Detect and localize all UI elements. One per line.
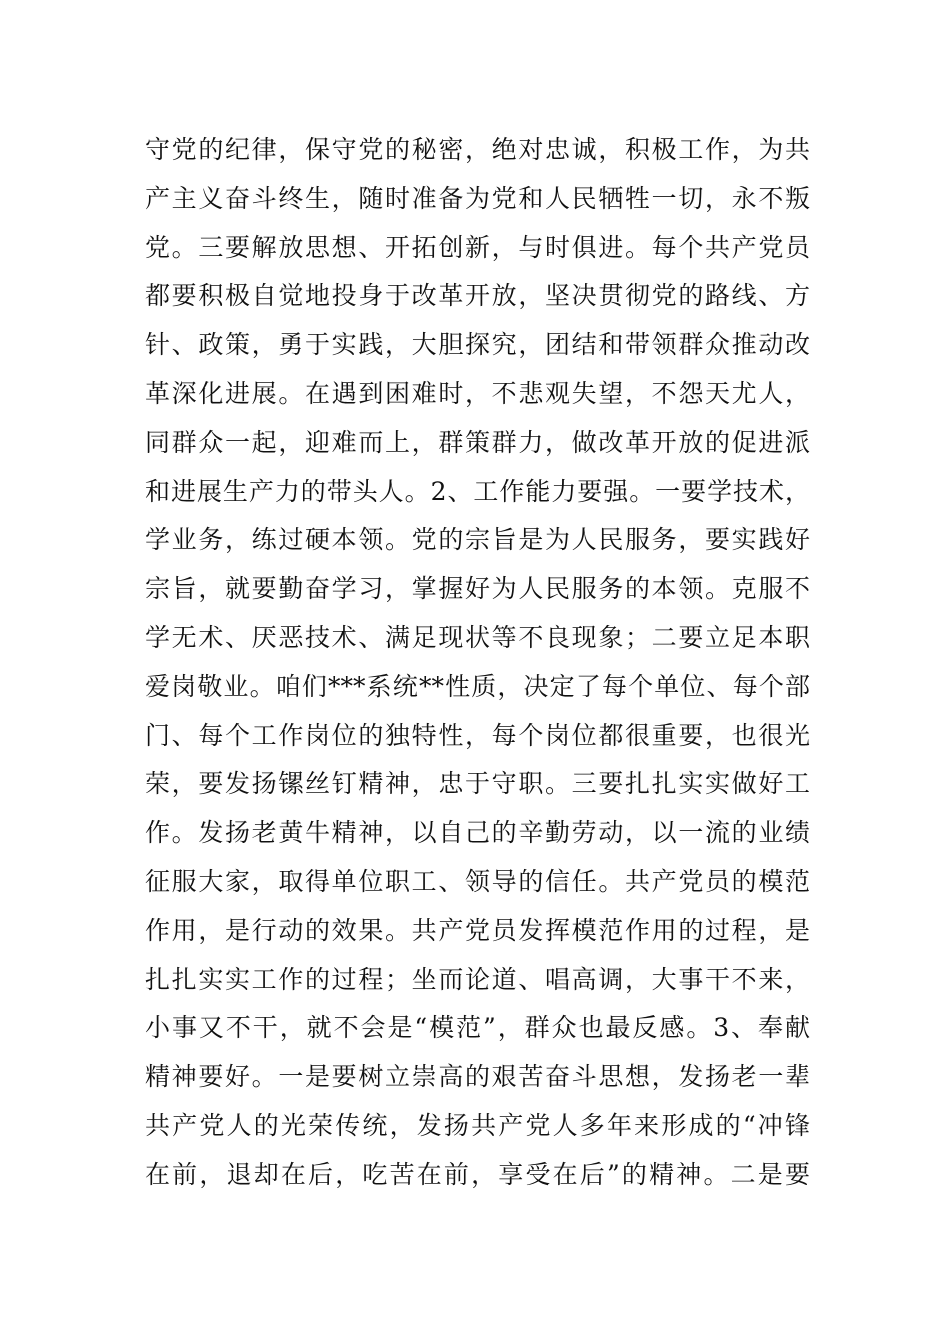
text-line: 都要积极自觉地投身于改革开放，坚决贯彻党的路线、方	[145, 281, 810, 311]
text-line: 征服大家，取得单位职工、领导的信任。共产党员的模范	[145, 866, 810, 896]
text-line: 革深化进展。在遇到困难时，不悲观失望，不怨天尤人，	[145, 378, 810, 408]
text-line: 同群众一起，迎难而上，群策群力，做改革开放的促进派	[145, 427, 810, 457]
text-line: 共产党人的光荣传统，发扬共产党人多年来形成的“冲锋	[145, 1110, 810, 1140]
text-line: 学无术、厌恶技术、满足现状等不良现象；二要立足本职	[145, 622, 810, 652]
text-line: 针、政策，勇于实践，大胆探究，团结和带领群众推动改	[145, 330, 810, 360]
text-line: 作。发扬老黄牛精神，以自己的辛勤劳动，以一流的业绩	[145, 818, 810, 848]
text-line: 党。三要解放思想、开拓创新，与时俱进。每个共产党员	[145, 232, 810, 262]
text-line: 作用，是行动的效果。共产党员发挥模范作用的过程，是	[145, 915, 810, 945]
text-line: 小事又不干，就不会是“模范”，群众也最反感。3、奉献	[145, 1013, 810, 1043]
text-line: 扎扎实实工作的过程；坐而论道、唱高调，大事干不来，	[145, 964, 810, 994]
text-line: 爱岗敬业。咱们***系统**性质，决定了每个单位、每个部	[145, 671, 810, 701]
body-text	[145, 126, 810, 1200]
text-line: 守党的纪律，保守党的秘密，绝对忠诚，积极工作，为共	[145, 135, 810, 164]
text-line: 门、每个工作岗位的独特性，每个岗位都很重要，也很光	[145, 720, 810, 750]
text-line: 学业务，练过硬本领。党的宗旨是为人民服务，要实践好	[145, 525, 810, 555]
text-line: 精神要好。一是要树立崇高的艰苦奋斗思想，发扬老一辈	[145, 1062, 810, 1092]
text-line: 产主义奋斗终生，随时准备为党和人民牺牲一切，永不叛	[145, 183, 810, 213]
text-line: 宗旨，就要勤奋学习，掌握好为人民服务的本领。克服不	[145, 574, 810, 604]
text-line: 在前，退却在后，吃苦在前，享受在后”的精神。二是要	[145, 1159, 810, 1189]
text-line: 荣，要发扬镙丝钉精神，忠于守职。三要扎扎实实做好工	[145, 769, 810, 799]
text-line: 和进展生产力的带头人。2、工作能力要强。一要学技术，	[145, 476, 810, 506]
